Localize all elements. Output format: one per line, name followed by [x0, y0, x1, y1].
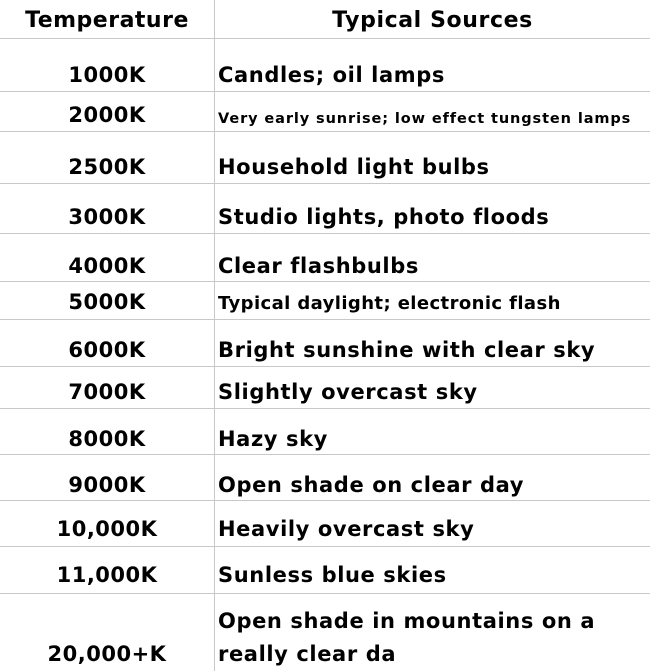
temperature-cell: 11,000K [56, 563, 158, 587]
source-cell: Heavily overcast sky [218, 517, 475, 541]
table-row [0, 282, 650, 320]
table-row [0, 320, 650, 367]
source-cell: Studio lights, photo floods [218, 205, 550, 229]
temperature-cell: 5000K [68, 290, 146, 314]
table-row [0, 501, 650, 547]
source-cell: Hazy sky [218, 427, 328, 451]
source-cell: Very early sunrise; low effect tungsten lamps [218, 111, 632, 127]
temperature-cell: 8000K [68, 427, 146, 451]
table-row [0, 184, 650, 234]
temperature-cell: 6000K [68, 338, 146, 362]
temperature-cell: 1000K [68, 63, 146, 87]
temperature-cell: 20,000+K [47, 642, 167, 666]
temperature-cell: 10,000K [56, 517, 158, 541]
table-row [0, 234, 650, 282]
table-row [0, 409, 650, 455]
source-cell: Clear flashbulbs [218, 254, 419, 278]
temperature-cell: 9000K [68, 473, 146, 497]
source-cell: Typical daylight; electronic flash [218, 293, 561, 314]
source-cell: Household light bulbs [218, 155, 490, 179]
header-row [0, 0, 650, 39]
table-row [0, 132, 650, 184]
source-cell: Bright sunshine with clear sky [218, 338, 596, 362]
header-temperature: Temperature [25, 8, 189, 33]
temperature-cell: 4000K [68, 254, 146, 278]
table-row [0, 92, 650, 132]
table-row [0, 367, 650, 409]
source-cell: Open shade in mountains on a really clear da [218, 609, 596, 666]
table-row [0, 39, 650, 92]
source-cell: Open shade on clear day [218, 473, 525, 497]
source-cell: Sunless blue skies [218, 563, 447, 587]
temperature-cell: 3000K [68, 205, 146, 229]
temperature-cell: 2000K [68, 103, 146, 127]
temperature-cell: 7000K [68, 380, 146, 404]
source-cell: Slightly overcast sky [218, 380, 478, 404]
table-row [0, 455, 650, 501]
temperature-cell: 2500K [68, 155, 146, 179]
header-typical-sources: Typical Sources [332, 8, 533, 33]
table-row [0, 547, 650, 594]
table-row [0, 594, 650, 671]
source-cell: Candles; oil lamps [218, 63, 445, 87]
